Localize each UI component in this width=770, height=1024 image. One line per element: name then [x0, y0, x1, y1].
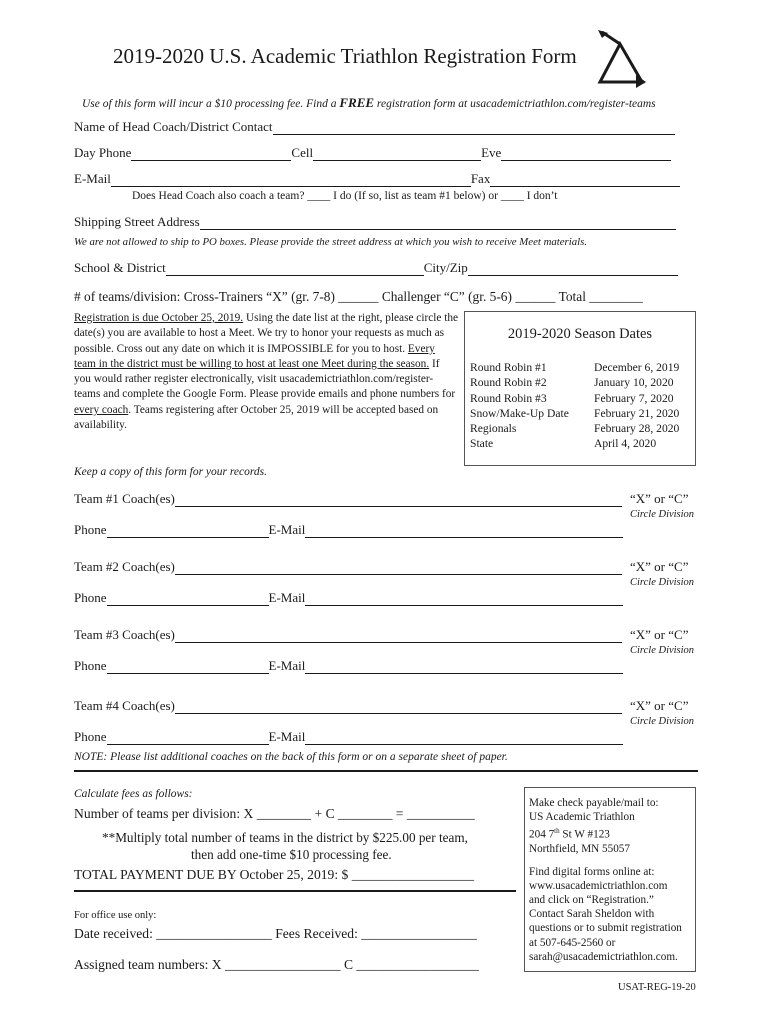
email-row[interactable]: E-Mail Fax: [74, 171, 680, 187]
page-title: 2019-2020 U.S. Academic Triathlon Registration Form: [113, 44, 577, 68]
coach-question: Does Head Coach also coach a team? ____ I do (If so, list as team #1 below) or ____ I don’t: [132, 190, 558, 202]
season-dates-box: [464, 311, 696, 466]
assigned-team-numbers-field[interactable]: Assigned team numbers: X _________________ C __________________: [74, 957, 479, 972]
digital-forms-label: Find digital forms online at:: [529, 865, 655, 878]
team-1-contact-row[interactable]: Phone E-Mail: [74, 522, 623, 538]
registration-instruction: and click on “Registration.”: [529, 893, 654, 906]
website-link[interactable]: www.usacademictriathlon.com: [529, 879, 668, 892]
circle-division-label: Circle Division: [630, 645, 695, 656]
team-4-division[interactable]: “X” or “C”: [630, 698, 689, 713]
section-divider: [74, 770, 698, 772]
fees-divider: [74, 890, 516, 892]
season-date-row[interactable]: Regionals February 28, 2020: [470, 422, 680, 436]
street-address: 204 7th St W #123: [529, 827, 610, 842]
org-name: US Academic Triathlon: [529, 811, 635, 824]
fees-multiply-note: **Multiply total number of teams in the district by $225.00 per team,: [102, 830, 468, 845]
season-date-row[interactable]: Round Robin #2 January 10, 2020: [470, 376, 674, 390]
keep-copy-note: Keep a copy of this form for your records.: [74, 466, 268, 478]
date-received-field[interactable]: Date received: _________________ Fees Received: _________________: [74, 926, 477, 941]
registration-instructions: Registration is due October 25, 2019. Using the date list at the right, please circle the date(s) you are available to host a Meet. We try to honor your requests as much as possible. Cross out any date on which it is IMPOSSIBLE for you to host. Every team in the district must be willing to host at least one Meet during the season. If you would rather register electronically, visit usacademictriathlon.com/register-teams and complete the Google Form. Please provide emails and phone numbers for every coach. Teams registering after October 25, 2019 will be accepted based on availability.: [74, 312, 459, 432]
team-2-division[interactable]: “X” or “C”: [630, 559, 689, 574]
team-1-coach-field[interactable]: Team #1 Coach(es): [74, 491, 622, 507]
shipping-field[interactable]: Shipping Street Address: [74, 214, 676, 230]
team-1-division[interactable]: “X” or “C”: [630, 491, 689, 506]
free-label: FREE: [339, 95, 375, 110]
season-dates-list: [470, 360, 679, 452]
team-3-coach-field[interactable]: Team #3 Coach(es): [74, 627, 622, 643]
team-4-contact-row[interactable]: Phone E-Mail: [74, 729, 623, 745]
team-4-coach-field[interactable]: Team #4 Coach(es): [74, 698, 622, 714]
team-3-contact-row[interactable]: Phone E-Mail: [74, 658, 623, 674]
triathlon-logo: [590, 30, 650, 90]
contact-purpose: questions or to submit registration: [529, 922, 682, 935]
phone-row[interactable]: Day Phone Cell Eve: [74, 145, 671, 161]
form-code: USAT-REG-19-20: [618, 982, 696, 993]
fees-formula[interactable]: Number of teams per division: X ________ + C ________ = __________: [74, 806, 475, 821]
office-use-label: For office use only:: [74, 910, 157, 921]
contact-email[interactable]: sarah@usacademictriathlon.com.: [529, 950, 678, 963]
circle-division-label: Circle Division: [630, 577, 695, 588]
head-coach-field[interactable]: Name of Head Coach/District Contact: [74, 119, 675, 135]
team-2-contact-row[interactable]: Phone E-Mail: [74, 590, 623, 606]
payment-contact-box: [524, 787, 696, 972]
contact-phone: at 507-645-2560 or: [529, 936, 616, 949]
circle-division-label: Circle Division: [630, 716, 695, 727]
season-date-row[interactable]: Round Robin #1 December 6, 2019: [470, 361, 680, 374]
team-3-division[interactable]: “X” or “C”: [630, 627, 689, 642]
season-date-row[interactable]: State April 4, 2020: [470, 437, 657, 451]
shipping-note: We are not allowed to ship to PO boxes. Please provide the street address at which you wish to receive Meet materials.: [74, 236, 588, 248]
school-row[interactable]: School & District City/Zip: [74, 260, 678, 276]
payable-label: Make check payable/mail to:: [529, 797, 659, 809]
season-date-row[interactable]: Round Robin #3 February 7, 2020: [470, 391, 674, 405]
city-address: Northfield, MN 55057: [529, 843, 630, 856]
team-2-coach-field[interactable]: Team #2 Coach(es): [74, 559, 622, 575]
additional-coaches-note: NOTE: Please list additional coaches on the back of this form or on a separate sheet of paper.: [74, 751, 508, 763]
teams-division-line[interactable]: # of teams/division: Cross-Trainers “X” (gr. 7-8) ______ Challenger “C” (gr. 5-6) ______ Total ________: [74, 289, 643, 304]
circle-division-label: Circle Division: [630, 509, 695, 520]
season-dates-title: 2019-2020 Season Dates: [507, 326, 653, 342]
total-payment-field[interactable]: TOTAL PAYMENT DUE BY October 25, 2019: $ __________________: [74, 867, 475, 882]
subtitle: Use of this form will incur a $10 processing fee. Find a FREE registration form at usacademictriathlon.com/register-teams: [82, 95, 656, 110]
fees-processing-note: then add one-time $10 processing fee.: [191, 847, 392, 862]
season-date-row[interactable]: Snow/Make-Up Date February 21, 2020: [470, 406, 680, 420]
fees-heading: Calculate fees as follows:: [74, 788, 193, 800]
contact-person: Contact Sarah Sheldon with: [529, 908, 655, 921]
